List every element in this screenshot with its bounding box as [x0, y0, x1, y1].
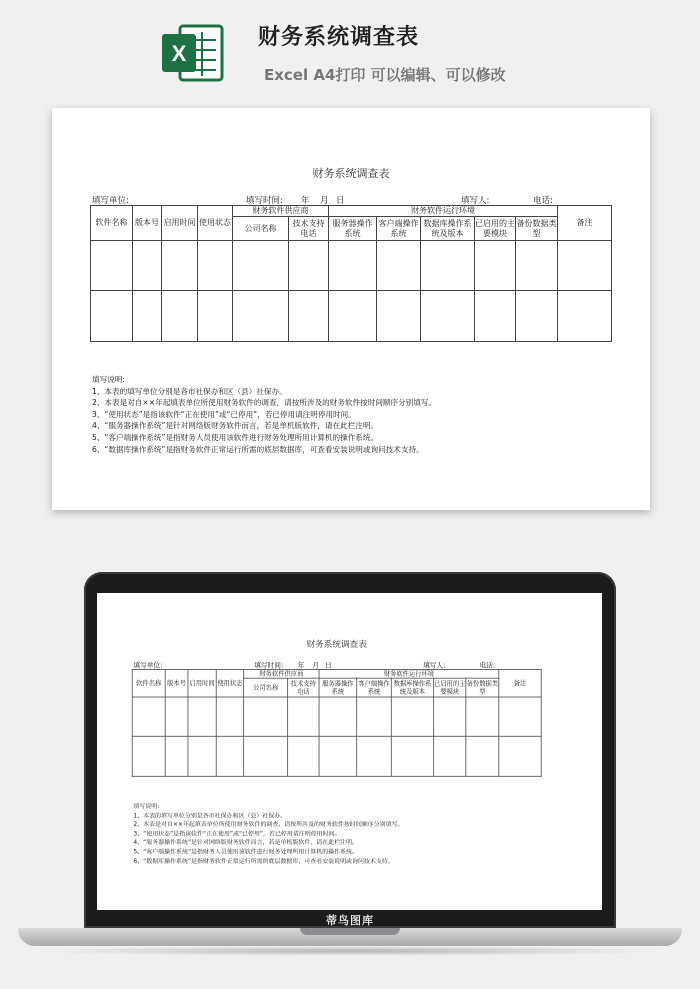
meta-month: 月	[320, 196, 329, 206]
laptop-screen	[97, 593, 602, 910]
watermark-label: 蒂鸟图库	[326, 914, 374, 927]
meta-person-label: 填写人:	[461, 196, 490, 206]
excel-icon	[160, 22, 226, 84]
col-header-remark: 备注	[499, 670, 541, 697]
instruction-item: 4、“服务器操作系统”是针对网络版财务软件而言，若是单机版软件，请在此栏注明。	[133, 838, 358, 847]
page-header	[0, 0, 700, 100]
document-subtitle: Excel A4打印 可以编辑、可以修改	[264, 66, 506, 84]
group-header-vendor: 财务软件供应商	[244, 670, 319, 679]
instruction-item: 4、“服务器操作系统”是针对网络版财务软件而言，若是单机版软件，请在此栏注明。	[92, 421, 379, 431]
instructions-heading: 填写说明:	[92, 375, 125, 384]
col-header-backup: 备份数据类型	[516, 217, 558, 241]
meta-day: 日	[336, 196, 345, 206]
form-title: 财务系统调查表	[306, 639, 367, 650]
col-header-version: 版本号	[165, 670, 188, 697]
col-header-client-os: 客户端操作系统	[377, 217, 421, 241]
col-header-server-os: 服务器操作系统	[319, 678, 357, 697]
group-header-environment: 财务软件运行环境	[319, 670, 499, 679]
table-row	[91, 291, 612, 342]
meta-day: 日	[324, 662, 332, 670]
meta-person-label: 填写人:	[423, 662, 446, 670]
col-header-start-time: 启用时间	[188, 670, 216, 697]
instruction-item: 3、“使用状态”是指该软件“正在使用”或“已停用”，若已停用请注明停用时间。	[133, 829, 341, 837]
col-header-start-time: 启用时间	[162, 206, 198, 241]
instruction-item: 6、“数据库操作系统”是指财务软件正常运行所需的底层数据库，可查看安装说明或询问技术支持。	[92, 444, 424, 454]
document-title: 财务系统调查表	[258, 25, 420, 50]
col-header-modules: 已启用的主要模块	[475, 217, 516, 241]
laptop-notch	[300, 928, 400, 935]
col-header-modules: 已启用的主要模块	[434, 678, 466, 697]
group-header-vendor: 财务软件供应商	[233, 206, 329, 217]
table-row	[132, 697, 541, 736]
instruction-item: 5、“客户端操作系统”是指财务人员使用该软件进行财务处理所用计算机的操作系统。	[92, 432, 379, 442]
col-header-status: 使用状态	[216, 670, 243, 697]
meta-year: 年	[301, 196, 310, 206]
col-header-support-phone: 技术支持电话	[288, 678, 319, 697]
group-header-environment: 财务软件运行环境	[329, 206, 558, 217]
instructions	[133, 802, 403, 866]
col-header-company: 公司名称	[244, 678, 288, 697]
instructions	[92, 374, 436, 455]
survey-form	[52, 108, 650, 510]
instruction-item: 6、“数据库操作系统”是指财务软件正常运行所需的底层数据库，可查看安装说明或询问技术支持。	[133, 857, 394, 865]
laptop-shadow	[30, 946, 670, 956]
meta-phone-label: 电话:	[533, 196, 553, 206]
instruction-item: 3、“使用状态”是指该软件“正在使用”或“已停用”，若已停用请注明停用时间。	[92, 409, 356, 419]
meta-time-label: 填写时间:	[254, 662, 284, 670]
svg-text:X: X	[171, 41, 187, 66]
instruction-item: 1、本表的填写单位分别是各市社保办和区（县）社保办。	[133, 811, 287, 819]
col-header-status: 使用状态	[198, 206, 233, 241]
instruction-item: 2、本表是对自××年起填表单位所使用财务软件的调查，请按所涉及的财务软件按时间顺序分别填写。	[92, 398, 437, 408]
survey-form-small	[102, 593, 571, 909]
form-sheet-preview	[52, 108, 650, 510]
col-header-backup: 备份数据类型	[466, 678, 499, 697]
survey-table	[132, 669, 542, 777]
col-header-support-phone: 技术支持电话	[289, 217, 329, 241]
meta-unit-label: 填写单位:	[92, 196, 129, 206]
instruction-item: 1、本表的填写单位分别是各市社保办和区（县）社保办。	[92, 386, 287, 396]
table-row	[132, 736, 541, 776]
survey-table	[90, 205, 612, 342]
col-header-server-os: 服务器操作系统	[329, 217, 377, 241]
col-header-db-os: 数据库操作系统及版本	[421, 217, 475, 241]
instruction-item: 5、“客户端操作系统”是指财务人员使用该软件进行财务处理所用计算机的操作系统。	[133, 848, 358, 856]
col-header-company: 公司名称	[233, 217, 289, 241]
col-header-software-name: 软件名称	[132, 670, 165, 697]
meta-year: 年	[297, 662, 305, 670]
instructions-heading: 填写说明:	[133, 802, 160, 810]
meta-time-label: 填写时间:	[246, 196, 283, 206]
col-header-client-os: 客户端操作系统	[357, 678, 392, 697]
col-header-software-name: 软件名称	[91, 206, 133, 241]
table-row	[91, 241, 612, 291]
form-title: 财务系统调查表	[312, 167, 390, 180]
instruction-item: 2、本表是对自××年起填表单位所使用财务软件的调查，请按所涉及的财务软件按时间顺序分别填写。	[133, 820, 404, 828]
col-header-version: 版本号	[133, 206, 162, 241]
meta-phone-label: 电话:	[479, 662, 496, 670]
meta-unit-label: 填写单位:	[133, 662, 163, 670]
col-header-db-os: 数据库操作系统及版本	[391, 678, 433, 697]
col-header-remark: 备注	[558, 206, 612, 241]
meta-month: 月	[312, 662, 320, 670]
